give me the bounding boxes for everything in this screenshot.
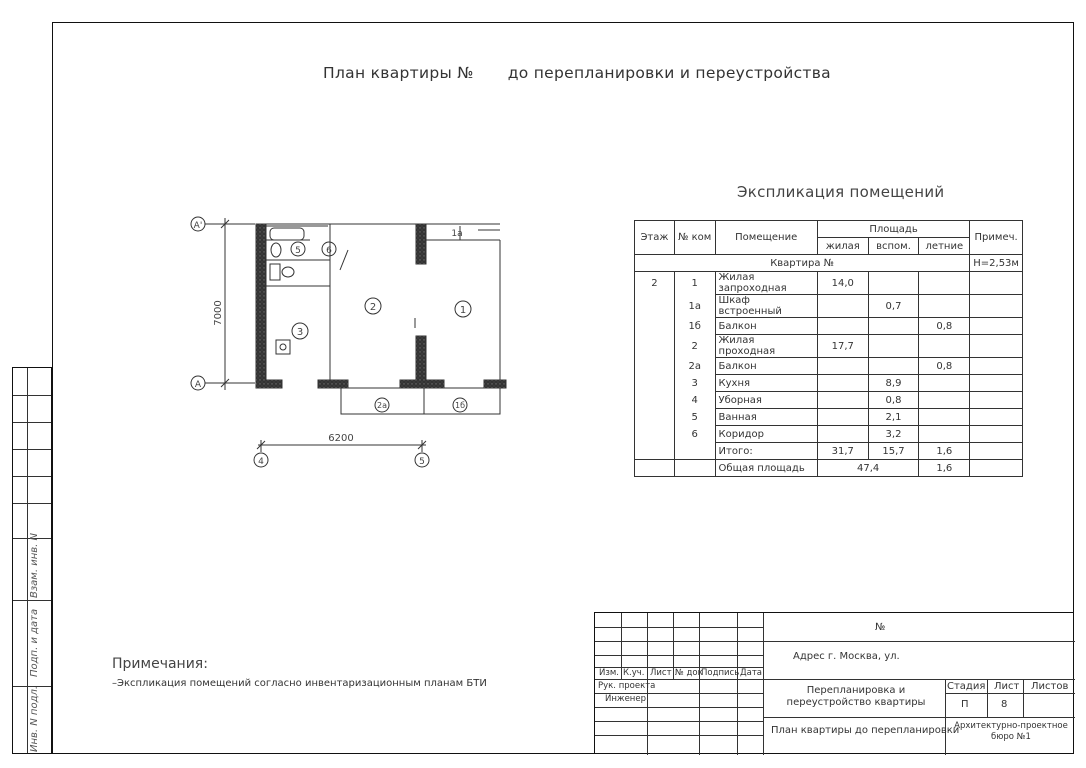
toilet-fixture [282, 267, 294, 277]
cell-floor: 2 [635, 272, 675, 295]
cell-name: Ванная [715, 409, 817, 426]
tb-engineer: Инженер [605, 694, 646, 704]
explication-row [635, 392, 1023, 409]
cell-living [817, 375, 868, 392]
cell-num: 1а [674, 295, 715, 318]
cell-aux [868, 272, 919, 295]
cell-aux: 3,2 [868, 426, 919, 443]
cell-floor [635, 335, 675, 358]
svg-text:2а: 2а [377, 401, 387, 410]
notes-text: –Экспликация помещений согласно инвентаризационным планам БТИ [112, 678, 487, 689]
cell-summer [919, 409, 970, 426]
explication-table [634, 220, 1023, 477]
tb-col-list: Лист [650, 668, 672, 678]
wall-middle-top [416, 224, 426, 264]
svg-text:3: 3 [296, 327, 304, 338]
cell-note [970, 392, 1023, 409]
cell-living: 17,7 [817, 335, 868, 358]
dim-vertical: 7000 [213, 300, 224, 326]
cell-summer [919, 392, 970, 409]
cell-summer: 0,8 [919, 358, 970, 375]
axis-label-a-top: А' [193, 221, 203, 231]
cell-name: Шкаф встроенный [715, 295, 817, 318]
svg-text:1: 1 [459, 305, 467, 316]
tb-col-podpis: Подпись [701, 668, 740, 678]
total-summer: 1,6 [919, 460, 970, 477]
explication-row [635, 358, 1023, 375]
cell-note [970, 335, 1023, 358]
header-note: Примеч. [970, 221, 1023, 255]
wall-middle-bottom [416, 336, 426, 386]
svg-text:1б: 1б [454, 401, 466, 410]
side-label-podp: Подп. и дата [29, 608, 40, 678]
axis-label-a-bottom: А [194, 380, 202, 390]
side-label-inv: Инв. N подл. [29, 685, 40, 752]
floor-plan [0, 200, 560, 500]
cell-aux: 2,1 [868, 409, 919, 426]
explication-row [635, 272, 1023, 295]
room-label-1a: 1а [451, 229, 463, 239]
cell-aux: 0,8 [868, 392, 919, 409]
explication-row [635, 375, 1023, 392]
cell-summer [919, 335, 970, 358]
explication-row [635, 409, 1023, 426]
explication-row [635, 318, 1023, 335]
cell-note [970, 375, 1023, 392]
tb-project: Перепланировка и переустройство квартиры [786, 685, 926, 708]
dim-horizontal: 6200 [328, 433, 354, 444]
explication-row [635, 443, 1023, 460]
side-label-vzam: Взам. инв. N [29, 533, 40, 598]
apartment-label: Квартира № [635, 255, 970, 272]
cell-summer [919, 426, 970, 443]
cell-summer: 1,6 [919, 443, 970, 460]
cell-num: 4 [674, 392, 715, 409]
explication-title: Экспликация помещений [737, 183, 945, 201]
notes-title: Примечания: [112, 656, 208, 672]
header-room: Помещение [715, 221, 817, 255]
cell-summer [919, 375, 970, 392]
bathtub-fixture [270, 228, 304, 240]
header-summer: летние [919, 238, 970, 255]
tb-stage: П [961, 699, 969, 710]
header-area: Площадь [817, 221, 969, 238]
tb-sheets-label: Листов [1031, 681, 1069, 692]
height-label: H=2,53м [970, 255, 1023, 272]
cell-living [817, 358, 868, 375]
page-title: План квартиры № до перепланировки и переустройства [323, 64, 831, 82]
total-label: Общая площадь [715, 460, 817, 477]
cell-floor [635, 409, 675, 426]
cell-summer [919, 272, 970, 295]
total-area: 47,4 [817, 460, 919, 477]
tb-sheet: 8 [1001, 699, 1008, 710]
tb-col-ndok: № док [675, 668, 703, 678]
cell-num: 1 [674, 272, 715, 295]
cell-name: Итого: [715, 443, 817, 460]
cell-floor [635, 392, 675, 409]
header-living: жилая [817, 238, 868, 255]
cell-floor [635, 443, 675, 460]
cell-name: Кухня [715, 375, 817, 392]
tb-sheet-label: Лист [994, 681, 1020, 692]
cell-name: Коридор [715, 426, 817, 443]
explication-row [635, 426, 1023, 443]
cell-name: Балкон [715, 358, 817, 375]
svg-text:5: 5 [419, 457, 425, 467]
cell-num: 3 [674, 375, 715, 392]
svg-text:6: 6 [326, 246, 332, 256]
tb-address: Адрес г. Москва, ул. [793, 651, 900, 662]
cell-living [817, 409, 868, 426]
cell-floor [635, 375, 675, 392]
cell-num: 2 [674, 335, 715, 358]
cell-name: Балкон [715, 318, 817, 335]
stove-fixture [276, 340, 290, 354]
cell-floor [635, 358, 675, 375]
cell-aux: 8,9 [868, 375, 919, 392]
header-num: № ком [674, 221, 715, 255]
tb-number: № [875, 622, 886, 633]
cell-note [970, 409, 1023, 426]
cell-num: 2а [674, 358, 715, 375]
explication-row [635, 335, 1023, 358]
title-block [594, 612, 1074, 754]
cell-num [674, 443, 715, 460]
header-floor: Этаж [635, 221, 675, 255]
cell-living [817, 318, 868, 335]
tb-bureau: Архитектурно-проектное бюро №1 [954, 721, 1068, 742]
cell-aux [868, 358, 919, 375]
wall-left [256, 224, 266, 386]
cell-living [817, 392, 868, 409]
explication-row [635, 295, 1023, 318]
cell-summer [919, 295, 970, 318]
tb-drawing: План квартиры до перепланировки [771, 725, 960, 736]
cell-summer: 0,8 [919, 318, 970, 335]
cell-name: Уборная [715, 392, 817, 409]
header-aux: вспом. [868, 238, 919, 255]
svg-text:5: 5 [295, 246, 301, 256]
cell-num: 5 [674, 409, 715, 426]
cell-note [970, 358, 1023, 375]
tb-col-kuch: К.уч. [623, 668, 645, 678]
cell-num: 6 [674, 426, 715, 443]
cell-note [970, 295, 1023, 318]
cell-aux: 0,7 [868, 295, 919, 318]
cell-aux [868, 335, 919, 358]
cell-note [970, 272, 1023, 295]
tb-col-izm: Изм. [599, 668, 619, 678]
cell-floor [635, 426, 675, 443]
cell-name: Жилая запроходная [715, 272, 817, 295]
svg-text:2: 2 [369, 302, 377, 313]
cell-floor [635, 295, 675, 318]
cell-aux: 15,7 [868, 443, 919, 460]
sink-fixture [271, 243, 281, 257]
cell-aux [868, 318, 919, 335]
cell-name: Жилая проходная [715, 335, 817, 358]
tb-ruk-proekta: Рук. проекта [598, 681, 656, 691]
cell-num: 1б [674, 318, 715, 335]
cell-floor [635, 318, 675, 335]
cell-living: 31,7 [817, 443, 868, 460]
tb-stage-label: Стадия [947, 681, 986, 692]
cell-note [970, 318, 1023, 335]
cell-living [817, 426, 868, 443]
cell-living: 14,0 [817, 272, 868, 295]
cell-living [817, 295, 868, 318]
svg-text:4: 4 [258, 457, 264, 467]
tb-col-data: Дата [740, 668, 763, 678]
cell-note [970, 443, 1023, 460]
cell-note [970, 426, 1023, 443]
